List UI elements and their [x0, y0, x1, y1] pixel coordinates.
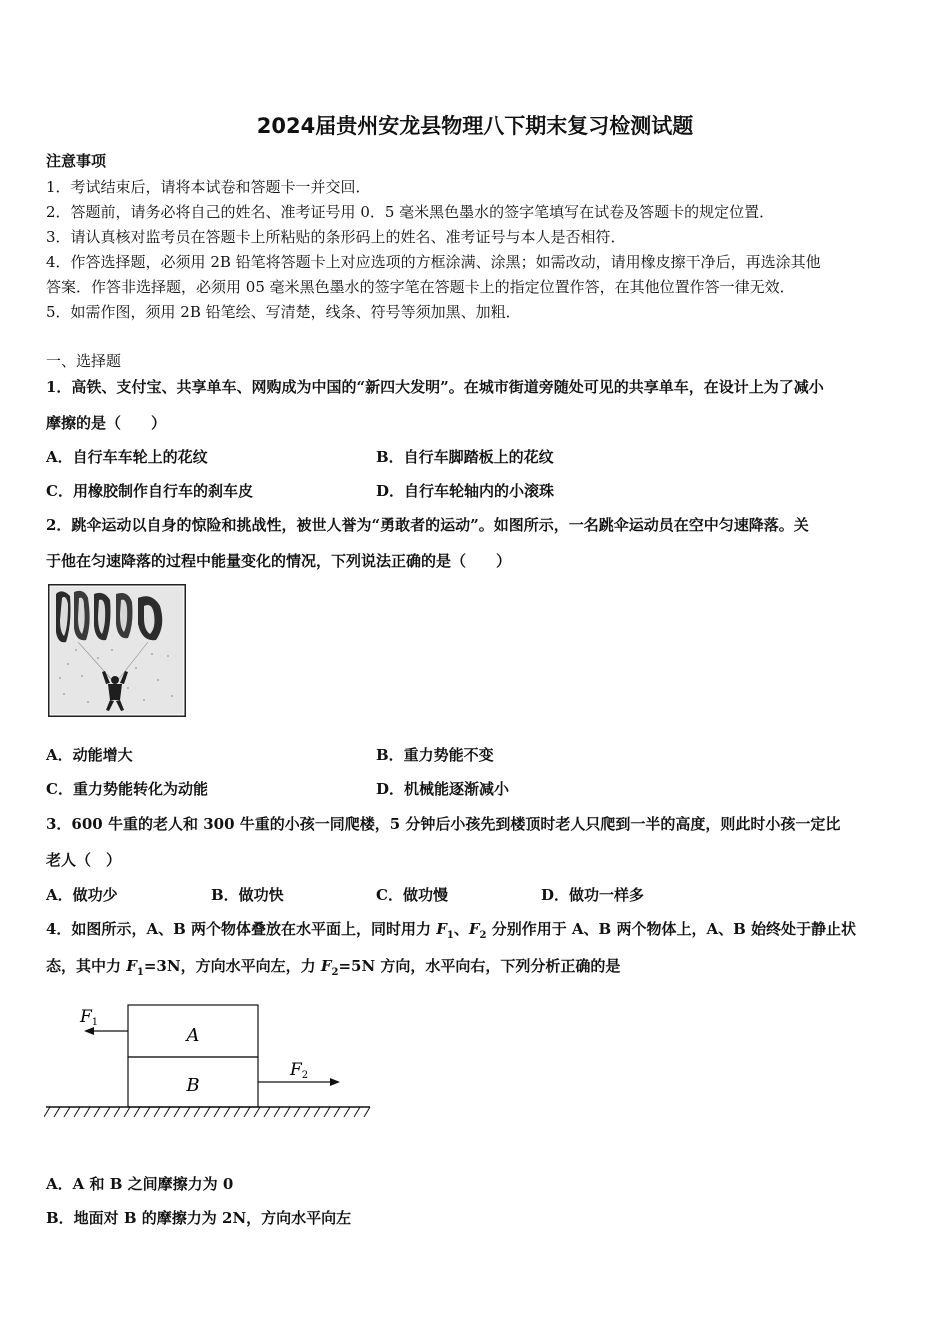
question-1-stem: 1．高铁、支付宝、共享单车、网购成为中国的“新四大发明”。在城市街道旁随处可见的共享单车，在设计上为了减小	[46, 378, 824, 396]
q4-option-b[interactable]: B．地面对 B 的摩擦力为 2N，方向水平向左	[46, 1209, 352, 1227]
parachutist-photo	[48, 584, 186, 717]
force-f2-label: F2	[290, 1060, 309, 1081]
q2-option-b[interactable]: B．重力势能不变	[376, 746, 494, 764]
force-f2-arrowhead	[330, 1078, 340, 1086]
question-3-stem: 3．600 牛重的老人和 300 牛重的小孩一同爬楼，5 分钟后小孩先到楼顶时老人只爬到一半的高度，则此时小孩一定比	[46, 815, 841, 833]
notice-item: 4．作答选择题，必须用 2B 铅笔将答题卡上对应选项的方框涂满、涂黑；如需改动，请用橡皮擦干净后，再选涂其他	[46, 253, 821, 271]
q4-text: 、	[453, 920, 469, 938]
question-4-stem	[46, 919, 856, 946]
q2-option-d[interactable]: D．机械能逐渐减小	[376, 780, 510, 798]
notice-item: 1．考试结束后，请将本试卷和答题卡一并交回．	[46, 178, 371, 196]
force-f1-symbol: F	[436, 920, 447, 938]
q1-option-c[interactable]: C．用橡胶制作自行车的刹车皮	[46, 482, 253, 500]
q3-option-c[interactable]: C．做功慢	[376, 886, 448, 904]
q3-option-a[interactable]: A．做功少	[46, 886, 118, 904]
q4-option-a[interactable]: A．A 和 B 之间摩擦力为 0	[46, 1175, 234, 1193]
force-f2-subscript: 2	[479, 930, 487, 941]
notice-item: 3．请认真核对监考员在答题卡上所粘贴的条形码上的姓名、准考证号与本人是否相符．	[46, 228, 626, 246]
question-2-stem: 2．跳伞运动以自身的惊险和挑战性，被世人誉为“勇敢者的运动”。如图所示，一名跳伞运动员在空中匀速降落。关	[46, 516, 809, 534]
q3-option-b[interactable]: B．做功快	[211, 886, 284, 904]
q2-option-a[interactable]: A．动能增大	[46, 746, 133, 764]
force-f2-subscript: 2	[331, 967, 339, 978]
question-2-stem-cont: 于他在匀速降落的过程中能量变化的情况，下列说法正确的是（ ）	[46, 552, 512, 570]
question-1-stem-cont: 摩擦的是（ ）	[46, 414, 167, 432]
force-f1-label: F1	[80, 1007, 99, 1028]
q4-text: 4．如图所示，A、B 两个物体叠放在水平面上，同时用力	[46, 920, 437, 938]
force-f1-symbol: F	[126, 957, 137, 975]
section-heading: 一、选择题	[46, 352, 122, 370]
q1-option-a[interactable]: A．自行车车轮上的花纹	[46, 448, 208, 466]
force-f1-arrowhead	[84, 1027, 94, 1035]
notice-item: 答案．作答非选择题，必须用 05 毫米黑色墨水的签字笔在答题卡上的指定位置作答，在其他位置作答一律无效．	[46, 278, 795, 296]
force-f1-subscript: 1	[446, 930, 454, 941]
ground-hatching	[44, 1107, 370, 1117]
force-f1-subscript: 1	[136, 967, 144, 978]
blocks-force-diagram	[44, 995, 374, 1125]
q4-text: =5N 方向，水平向右，下列分析正确的是	[338, 957, 621, 975]
notice-item: 2．答题前，请务必将自己的姓名、准考证号用 0．5 毫米黑色墨水的签字笔填写在试卷及答题卡的规定位置．	[46, 203, 775, 221]
notice-heading: 注意事项	[46, 152, 107, 170]
q3-option-d[interactable]: D．做功一样多	[541, 886, 645, 904]
q4-text: 态，其中力	[46, 957, 127, 975]
force-f2-symbol: F	[320, 957, 332, 975]
q1-option-b[interactable]: B．自行车脚踏板上的花纹	[376, 448, 554, 466]
q2-option-c[interactable]: C．重力势能转化为动能	[46, 780, 208, 798]
block-a-label: A	[186, 1025, 200, 1046]
q4-text: =3N，方向水平向左，力	[143, 957, 321, 975]
q1-option-d[interactable]: D．自行车轮轴内的小滚珠	[376, 482, 555, 500]
notice-item: 5．如需作图，须用 2B 铅笔绘、写清楚，线条、符号等须加黑、加粗．	[46, 303, 521, 321]
block-b-label: B	[186, 1075, 200, 1096]
question-3-stem-cont: 老人（ ）	[46, 851, 122, 869]
q4-text: 分别作用于 A、B 两个物体上，A、B 始终处于静止状	[486, 920, 856, 938]
force-f2-symbol: F	[468, 920, 480, 938]
page-title: 2024届贵州安龙县物理八下期末复习检测试题	[256, 114, 694, 138]
question-4-stem-cont	[46, 956, 620, 983]
